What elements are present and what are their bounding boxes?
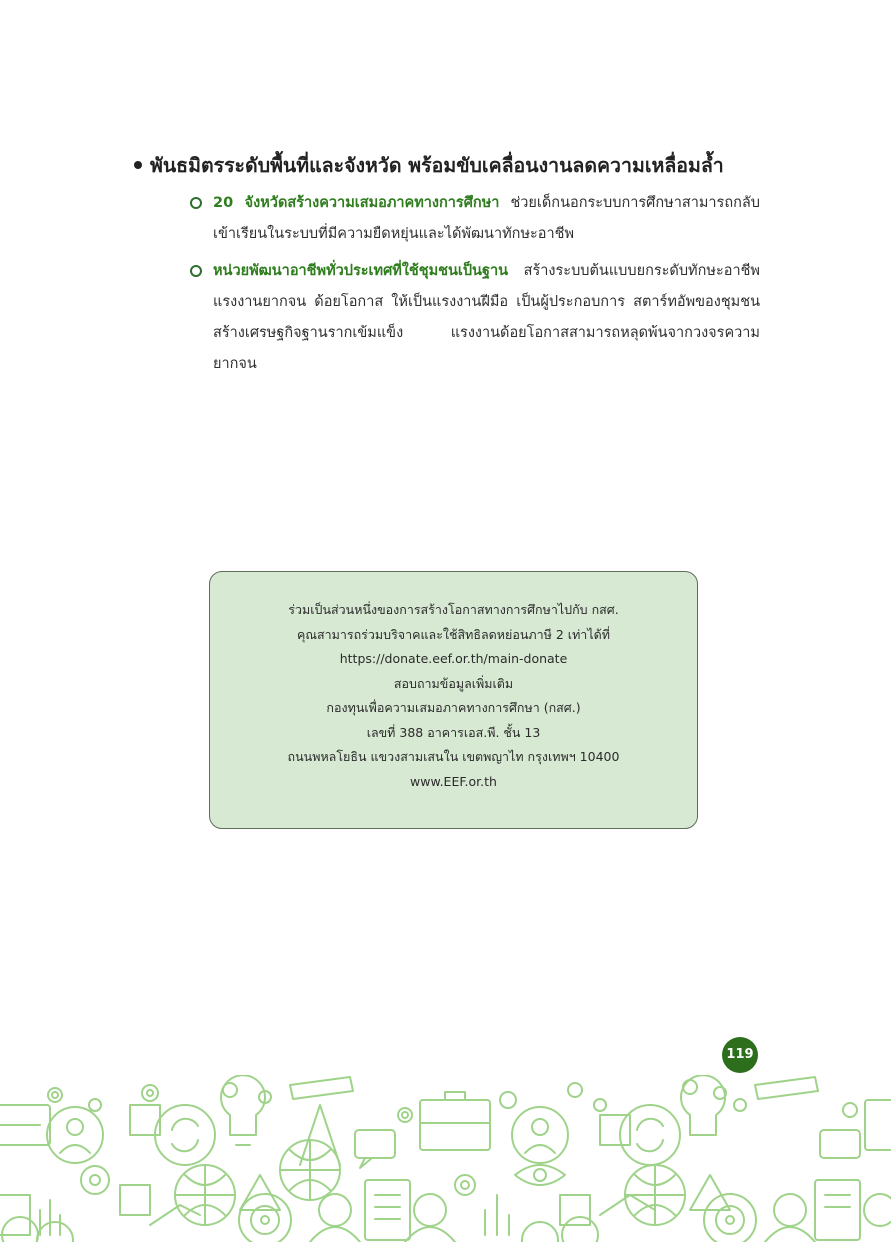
info-line: กองทุนเพื่อความเสมอภาคทางการศึกษา (กสศ.) <box>326 700 581 715</box>
bullet-circle-icon <box>190 197 202 209</box>
info-line: ถนนพหลโยธิน แขวงสามเสนใน เขตพญาไท กรุงเทพฯ 10400 <box>287 749 620 764</box>
decorative-icon-pattern <box>0 1075 891 1242</box>
section-heading: พันธมิตรระดับพื้นที่และจังหวัด พร้อมขับเคลื่อนงานลดความเหลื่อมล้ำ <box>134 150 854 181</box>
info-line: ร่วมเป็นส่วนหนึ่งของการสร้างโอกาสทางการศึกษาไปกับ กสศ. <box>288 602 619 617</box>
item-highlight: หน่วยพัฒนาอาชีพทั่วประเทศที่ใช้ชุมชนเป็นฐาน <box>213 263 509 279</box>
info-line: คุณสามารถร่วมบริจาคและใช้สิทธิลดหย่อนภาษี 2 เท่าได้ที่ <box>297 626 610 642</box>
website-link[interactable]: www.EEF.or.th <box>410 773 497 789</box>
item-highlight: 20 จังหวัดสร้างความเสมอภาคทางการศึกษา <box>213 195 500 211</box>
list-item <box>190 188 760 250</box>
list-item <box>190 256 760 380</box>
bullet-circle-icon <box>190 265 202 277</box>
item-text: สร้างระบบต้นแบบยกระดับทักษะอาชีพแรงงานยากจน ด้อยโอกาส ให้เป็นแรงงานฝีมือ เป็นผู้ประกอบการ สตาร์ทอัพของชุมชน สร้างเศรษฐกิจฐานรากเข้มแข็ง แรงงานด้อยโอกาสสามารถหลุดพ้นจากวงจรความยากจน <box>213 263 760 372</box>
item-text: ช่วยเด็กนอกระบบการศึกษาสามารถกลับเข้าเรียนในระบบที่มีความยืดหยุ่นและได้พัฒนาทักษะอาชีพ <box>213 195 760 242</box>
info-line: สอบถามข้อมูลเพิ่มเติม <box>393 675 514 691</box>
info-line: เลขที่ 388 อาคารเอส.พี. ชั้น 13 <box>366 724 541 740</box>
bullet-dot <box>134 161 142 169</box>
donation-info-box <box>209 571 698 829</box>
donate-url[interactable]: https://donate.eef.or.th/main-donate <box>339 651 568 666</box>
page-number: 119 <box>722 1037 758 1073</box>
